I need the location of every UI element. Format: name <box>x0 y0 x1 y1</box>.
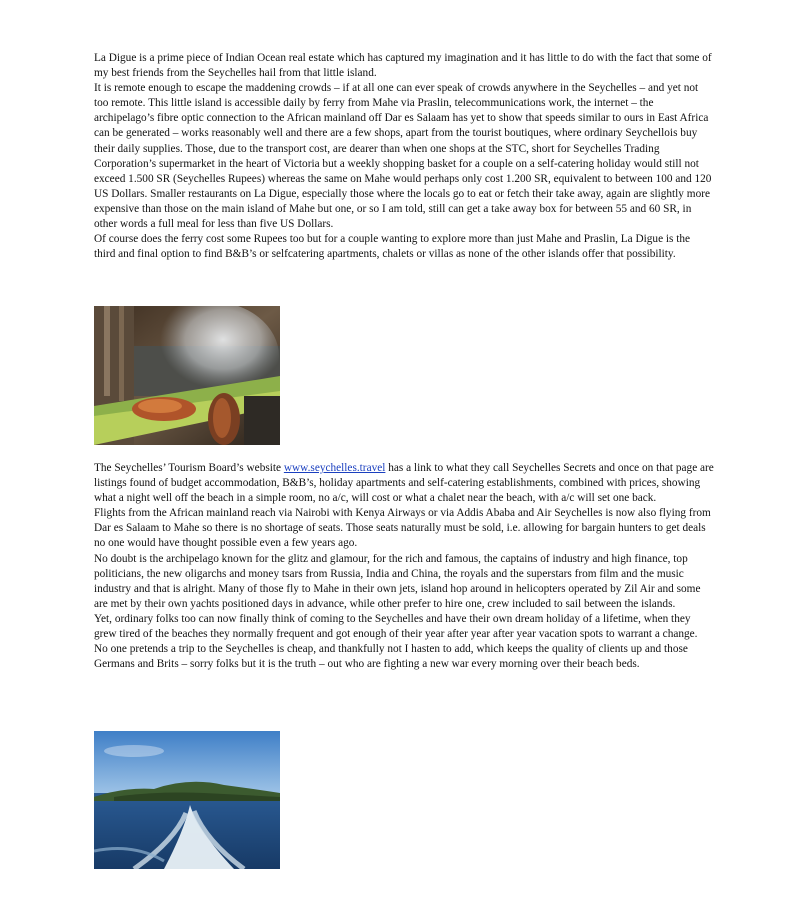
paragraph: Flights from the African mainland reach via Nairobi with Kenya Airways or via Addis Ababa and Air Seychelles is now also flying from Dar es Salaam to Mahe so there is no shortage of seats. Those seats naturally must be sold, i.e. allowing for bargain hunters to get deals no one would have thought possible even a few years ago. <box>94 507 711 550</box>
paragraph: Of course does the ferry cost some Rupees too but for a couple wanting to explore more than just Mahe and Praslin, La Digue is the third and final option to find B&B’s or selfcatering apartments, chalets or villas as none of the other islands offer that possibility. <box>94 233 691 261</box>
paragraph: The Seychelles’ Tourism Board’s website www.seychelles.travel has a link to what they call Seychelles Secrets and once on that page are listings found of budget accommodation, B&B’s, holiday apartments and self-catering establishments, combined with prices, showing what a night well off the beach in a simple room, no a/c, will cost or what a chalet near the beach, with a/c will set one back. <box>94 462 714 505</box>
text-block-intro <box>94 51 714 262</box>
tourism-website-link[interactable]: www.seychelles.travel <box>283 462 386 474</box>
text-block-travel <box>94 461 714 672</box>
paragraph: No doubt is the archipelago known for the glitz and glamour, for the rich and famous, the captains of industry and high finance, top politicians, the new oligarchs and money tsars from Russia, India and China, the royals and the superstars from film and the music industry and that is alright. Many of those fly to Mahe in their own jets, island hop around in helicopters operated by Zil Air and some are met by their own yachts positioned days in advance, while other prefer to hire one, crew included to sail between the islands. <box>94 552 701 610</box>
photo-boat-wake-island <box>94 731 280 869</box>
paragraph: La Digue is a prime piece of Indian Ocean real estate which has captured my imagination and it has little to do with the fact that some of my best friends from the Seychelles hail from that little island. <box>94 52 712 80</box>
paragraph: Yet, ordinary folks too can now finally think of coming to the Seychelles and have their own dream holiday of a lifetime, when they grew tired of the beaches they normally frequent and got enough of their year after year after year vacation spots to warrant a change. No one pretends a trip to the Seychelles is cheap, and thankfully not I hasten to add, which keeps the quality of clients up and those Germans and Brits – sorry folks but it is the truth – out who are fighting a new war every morning over their beach beds. <box>94 612 698 671</box>
paragraph: It is remote enough to escape the maddening crowds – if at all one can ever speak of crowds anywhere in the Seychelles – and yet not too remote. This little island is accessible daily by ferry from Mahe via Praslin, telecommunications work, the internet – the archipelago’s fibre optic connection to the African mainland off Dar es Salaam has yet to show that speeds similar to ours in East Africa can be generated – works reasonably well and there are a few shops, apart from the tourist boutiques, where ordinary Seychellois buy their daily supplies. Those, due to the transport cost, are dearer than when one shops at the STC, short for Seychelles Trading Corporation’s supermarket in the heart of Victoria but a weekly shopping basket for a couple on a self-catering holiday would still not exceed 1.500 SR (Seychelles Rupees) whereas the same on Mahe would perhaps only cost 1.200 SR, equivalent to between 100 and 120 US Dollars. Smaller restaurants on La Digue, especially those where the locals go to eat or fetch their take away, again are slightly more expensive than those on the main island of Mahe but one, or so I am told, still can get a take away box for between 55 and 60 SR, in other words a full meal for less than five US Dollars. <box>94 82 712 231</box>
photo-grill-food <box>94 306 280 445</box>
